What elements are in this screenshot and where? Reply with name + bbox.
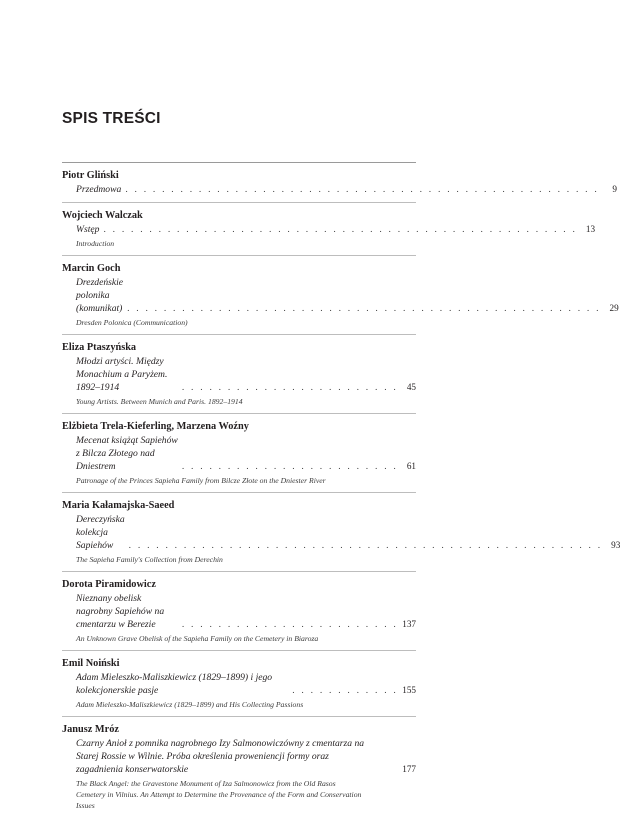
toc-row[interactable] [62, 434, 416, 473]
leader-dots: . . . . . . . . . . . . . . . . . . . . . . . . [181, 382, 398, 393]
entry-author: Elżbieta Trela-Kieferling, Marzena Woźny [62, 421, 249, 432]
leader-dots: . . . . . . . . . . . . . . . . . . . . . . . . . . . . . . . . . . . . . . . . . . . . . . . . . . . . [125, 184, 599, 195]
entry-author: Emil Noiński [62, 658, 120, 669]
toc-entry [62, 716, 416, 817]
leader-dots: . . . . . . . . . . . . [292, 685, 398, 696]
entry-title: Młodzi artyści. Między Monachium a Paryżem. 1892–1914 [76, 356, 168, 393]
toc-row[interactable] [62, 737, 416, 776]
entry-subtitle: An Unknown Grave Obelisk of the Sapieha Family on the Cemetery in Biaroza [76, 634, 319, 643]
toc-row[interactable] [62, 513, 620, 552]
toc-row[interactable] [62, 592, 416, 631]
leader-dots: . . . . . . . . . . . . . . . . . . . . . . . . . . . . . . . . . . . . . . . . . . . . . . . . . . . . [127, 303, 601, 314]
toc-row[interactable] [62, 276, 619, 315]
entry-subtitle: Introduction [76, 239, 115, 248]
toc-row[interactable] [62, 355, 416, 394]
entry-title: Przedmowa [76, 184, 122, 195]
leader-dots: . . . . . . . . . . . . . . . . . . . . . . . . [181, 619, 398, 630]
toc-entry [62, 650, 416, 716]
entry-author: Dorota Piramidowicz [62, 579, 156, 590]
toc-entry [62, 162, 617, 202]
entry-title: Czarny Anioł z pomnika nagrobnego Izy Salmonowiczówny z cmentarza na Starej Rossie w Wilnie. Próba określenia proweniencji formy oraz zagadnienia konserwatorskie [76, 738, 365, 775]
entry-page-number: 137 [402, 619, 416, 629]
toc-row[interactable] [62, 671, 416, 697]
toc-row[interactable] [62, 223, 596, 236]
entry-subtitle: Adam Mieleszko-Maliszkiewicz (1829–1899) and His Collecting Passions [76, 700, 304, 709]
entry-author: Piotr Gliński [62, 170, 119, 181]
entry-page-number: 29 [609, 303, 619, 313]
entry-title: Adam Mieleszko-Maliszkiewicz (1829–1899) i jego kolekcjonerskie pasje [76, 672, 273, 696]
entry-title: Dereczyńska kolekcja Sapiehów [76, 514, 125, 551]
leader-dots: . . . . . . . . . . . . . . . . . . . . . . . . [181, 461, 398, 472]
toc-entry [62, 334, 416, 413]
leader-dots: . . . . . . . . . . . . . . . . . . . . . . . . . . . . . . . . . . . . . . . . . . . . . . . . . . . . [103, 224, 578, 235]
toc-entry [62, 492, 620, 571]
toc-entry [62, 571, 416, 650]
entry-author: Marcin Goch [62, 263, 121, 274]
entry-title: Mecenat książąt Sapiehów z Bilcza Złotego nad Dniestrem [76, 435, 178, 472]
entry-page-number: 177 [402, 764, 416, 774]
page-title: SPIS TREŚCI [62, 110, 161, 127]
entry-page-number: 61 [406, 461, 416, 471]
entry-author: Eliza Ptaszyńska [62, 342, 137, 353]
entry-subtitle: The Sapieha Family's Collection from Derechin [76, 555, 223, 564]
entry-title: Nieznany obelisk nagrobny Sapiehów na cmentarzu w Berezie [76, 593, 165, 630]
toc-entry [62, 413, 416, 492]
entry-subtitle: Young Artists. Between Munich and Paris. 1892–1914 [76, 397, 243, 406]
toc-entry [62, 255, 619, 334]
entry-subtitle: The Black Angel: the Gravestone Monument of Iza Salmonowicz from the Old Rasos Cemetery in Vilnius. An Attempt to Determine the Provenance of the Form and Conservation Issues [76, 779, 362, 810]
entry-subtitle: Dresden Polonica (Communication) [76, 318, 188, 327]
entry-page-number: 9 [612, 184, 617, 194]
entry-page-number: 13 [585, 224, 596, 234]
entry-title: Wstęp [76, 224, 100, 235]
toc-entry [62, 202, 596, 255]
entry-page-number: 45 [406, 382, 416, 392]
entry-author: Janusz Mróz [62, 724, 119, 735]
entry-page-number: 93 [611, 540, 620, 550]
entry-author: Wojciech Walczak [62, 210, 143, 221]
entry-author: Maria Kałamajska-Saeed [62, 500, 175, 511]
toc-list [62, 162, 620, 817]
leader-dots: . . . . . . . . . . . . . . . . . . . . . . . . . . . . . . . . . . . . . . . . . . . . . . . . . . . . [128, 540, 603, 551]
toc-row[interactable] [62, 183, 617, 196]
entry-subtitle: Patronage of the Princes Sapieha Family from Bilcze Złote on the Dniester River [76, 476, 326, 485]
entry-page-number: 155 [402, 685, 416, 695]
entry-title: Drezdeńskie polonika (komunikat) [76, 277, 124, 314]
